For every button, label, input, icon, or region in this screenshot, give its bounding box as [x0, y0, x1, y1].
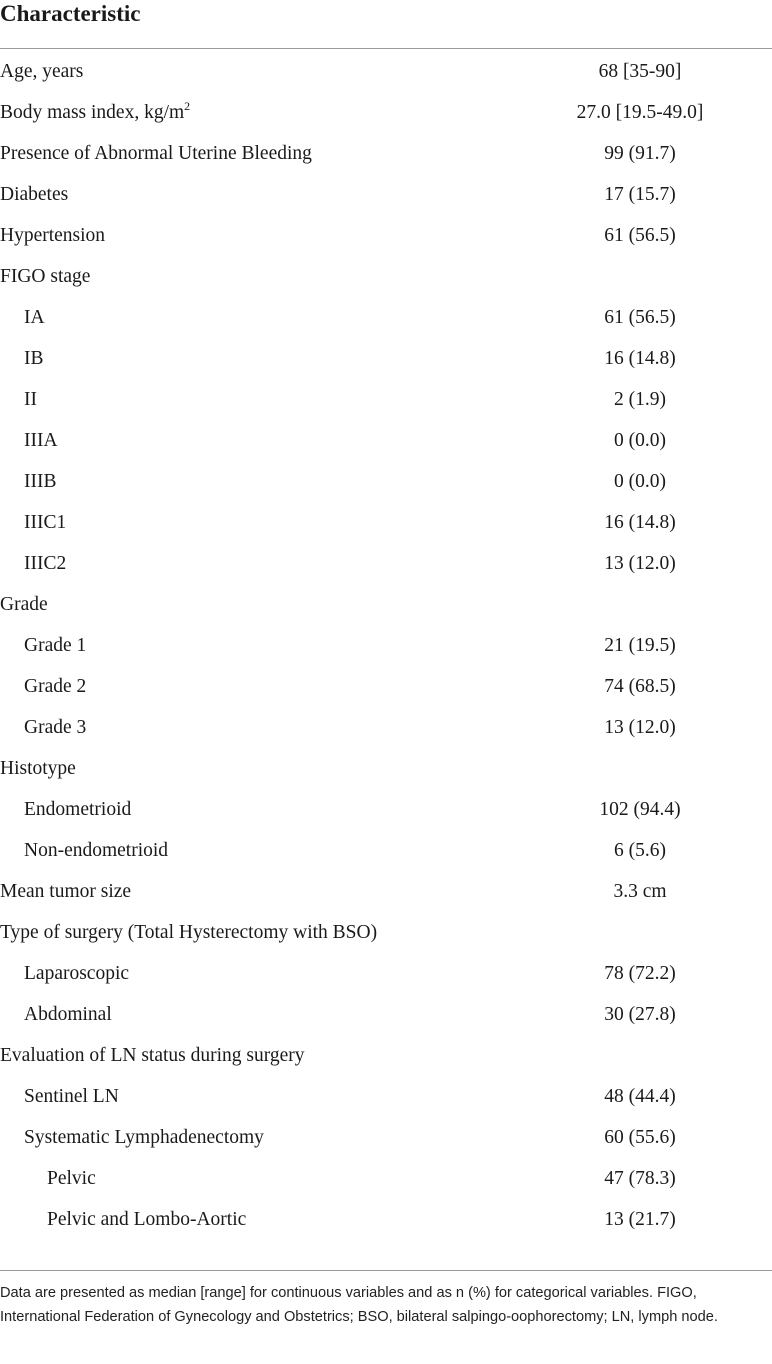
row-label	[47, 1209, 246, 1231]
row-value: 13 (12.0)	[604, 717, 676, 738]
table-row	[0, 1115, 772, 1156]
row-label-text: Grade 2	[24, 676, 87, 697]
row-label-text: Body mass index, kg/m	[0, 102, 185, 123]
table-row	[0, 418, 772, 459]
row-label-text: Mean tumor size	[0, 881, 132, 902]
row-label-text: FIGO stage	[0, 266, 91, 287]
row-label	[24, 389, 37, 411]
row-label	[24, 635, 86, 657]
table-header	[0, 0, 772, 49]
row-label	[24, 717, 86, 739]
table-row	[0, 131, 772, 172]
row-label-superscript: 2	[184, 99, 191, 113]
table-row	[0, 336, 772, 377]
row-label-text: Diabetes	[0, 184, 69, 205]
row-label	[0, 594, 48, 616]
row-label-text: II	[24, 389, 37, 410]
row-label	[0, 143, 312, 165]
table-bottom-rule	[0, 1270, 772, 1271]
table-row	[0, 582, 772, 623]
row-value: 2 (1.9)	[614, 389, 666, 410]
row-label	[24, 430, 58, 452]
row-label	[0, 881, 131, 903]
row-label	[0, 266, 90, 288]
row-label-text: Systematic Lymphadenectomy	[24, 1127, 264, 1148]
row-value: 99 (91.7)	[604, 143, 676, 164]
row-value: 48 (44.4)	[604, 1086, 676, 1107]
row-label-text: Endometrioid	[24, 799, 132, 820]
table-row	[0, 1156, 772, 1197]
row-label	[0, 758, 76, 780]
row-label	[24, 512, 66, 534]
row-label-text: Pelvic and Lombo-Aortic	[47, 1209, 247, 1230]
table-row	[0, 951, 772, 992]
table-row	[0, 992, 772, 1033]
row-label-text: IA	[24, 307, 45, 328]
row-label-text: Histotype	[0, 758, 76, 779]
table-row	[0, 500, 772, 541]
row-label-text: Grade 3	[24, 717, 87, 738]
row-label-text: IIIA	[24, 430, 58, 451]
row-label	[24, 553, 66, 575]
table-footnote: Data are presented as median [range] for continuous variables and as n (%) for categorical variables. FIGO, International Federation of Gynecology and Obstetrics; BSO, bilateral salpingo-oophorectomy; LN, lymph node.	[0, 1285, 718, 1325]
table-row	[0, 459, 772, 500]
table-row	[0, 869, 772, 910]
row-label-text: IIIB	[24, 471, 57, 492]
row-label	[24, 840, 168, 862]
row-value: 21 (19.5)	[604, 635, 676, 656]
row-value: 16 (14.8)	[604, 348, 676, 369]
row-label-text: Non-endometrioid	[24, 840, 169, 861]
row-label-text: Sentinel LN	[24, 1086, 119, 1107]
table-row	[0, 1197, 772, 1238]
row-value: 3.3 cm	[613, 881, 667, 902]
row-value: 0 (0.0)	[614, 430, 666, 451]
table-row	[0, 664, 772, 705]
table-row	[0, 1074, 772, 1115]
row-label-text: Age, years	[0, 61, 84, 82]
table-row	[0, 1033, 772, 1074]
row-label-text: IIIC2	[24, 553, 67, 574]
row-label	[0, 225, 105, 247]
row-label-text: Abdominal	[24, 1004, 112, 1025]
row-label-text: Hypertension	[0, 225, 106, 246]
row-value: 78 (72.2)	[604, 963, 676, 984]
row-value: 61 (56.5)	[604, 307, 676, 328]
row-label	[0, 61, 83, 83]
row-value: 13 (21.7)	[604, 1209, 676, 1230]
row-label	[0, 99, 191, 124]
row-value: 30 (27.8)	[604, 1004, 676, 1025]
table-row	[0, 787, 772, 828]
row-label-text: Pelvic	[47, 1168, 96, 1189]
table-row	[0, 541, 772, 582]
table-row	[0, 49, 772, 90]
row-value: 47 (78.3)	[604, 1168, 676, 1189]
row-label	[0, 184, 68, 206]
row-label-text: IIIC1	[24, 512, 67, 533]
table-row	[0, 828, 772, 869]
row-label	[24, 1127, 264, 1149]
row-label-text: Presence of Abnormal Uterine Bleeding	[0, 143, 312, 164]
row-label	[24, 799, 131, 821]
row-label-text: Laparoscopic	[24, 963, 130, 984]
table-row	[0, 623, 772, 664]
row-label	[24, 1086, 119, 1108]
row-label	[24, 676, 86, 698]
row-value: 102 (94.4)	[599, 799, 681, 820]
table-row	[0, 746, 772, 787]
row-label	[47, 1168, 96, 1190]
row-label	[24, 471, 57, 493]
table-row	[0, 910, 772, 951]
row-label	[24, 307, 45, 329]
table-row	[0, 377, 772, 418]
table-body	[0, 49, 772, 1238]
table-row	[0, 90, 772, 131]
row-label-text: Evaluation of LN status during surgery	[0, 1045, 305, 1066]
row-value: 0 (0.0)	[614, 471, 666, 492]
row-label	[24, 348, 44, 370]
row-label	[24, 963, 129, 985]
row-value: 74 (68.5)	[604, 676, 676, 697]
row-label	[24, 1004, 112, 1026]
table-row	[0, 295, 772, 336]
row-value: 6 (5.6)	[614, 840, 666, 861]
row-label	[0, 922, 377, 944]
row-value: 68 [35-90]	[598, 61, 682, 82]
row-label-text: IB	[24, 348, 44, 369]
row-value: 60 (55.6)	[604, 1127, 676, 1148]
row-value: 13 (12.0)	[604, 553, 676, 574]
table-row	[0, 705, 772, 746]
column-header-characteristic: Characteristic	[0, 1, 141, 26]
row-value: 61 (56.5)	[604, 225, 676, 246]
row-value: 17 (15.7)	[604, 184, 676, 205]
row-value: 16 (14.8)	[604, 512, 676, 533]
row-label-text: Type of surgery (Total Hysterectomy with BSO)	[0, 922, 378, 943]
table-row	[0, 254, 772, 295]
table-row	[0, 213, 772, 254]
row-label-text: Grade	[0, 594, 48, 615]
row-label	[0, 1045, 305, 1067]
table-row	[0, 172, 772, 213]
row-label-text: Grade 1	[24, 635, 87, 656]
row-value: 27.0 [19.5-49.0]	[576, 102, 704, 123]
